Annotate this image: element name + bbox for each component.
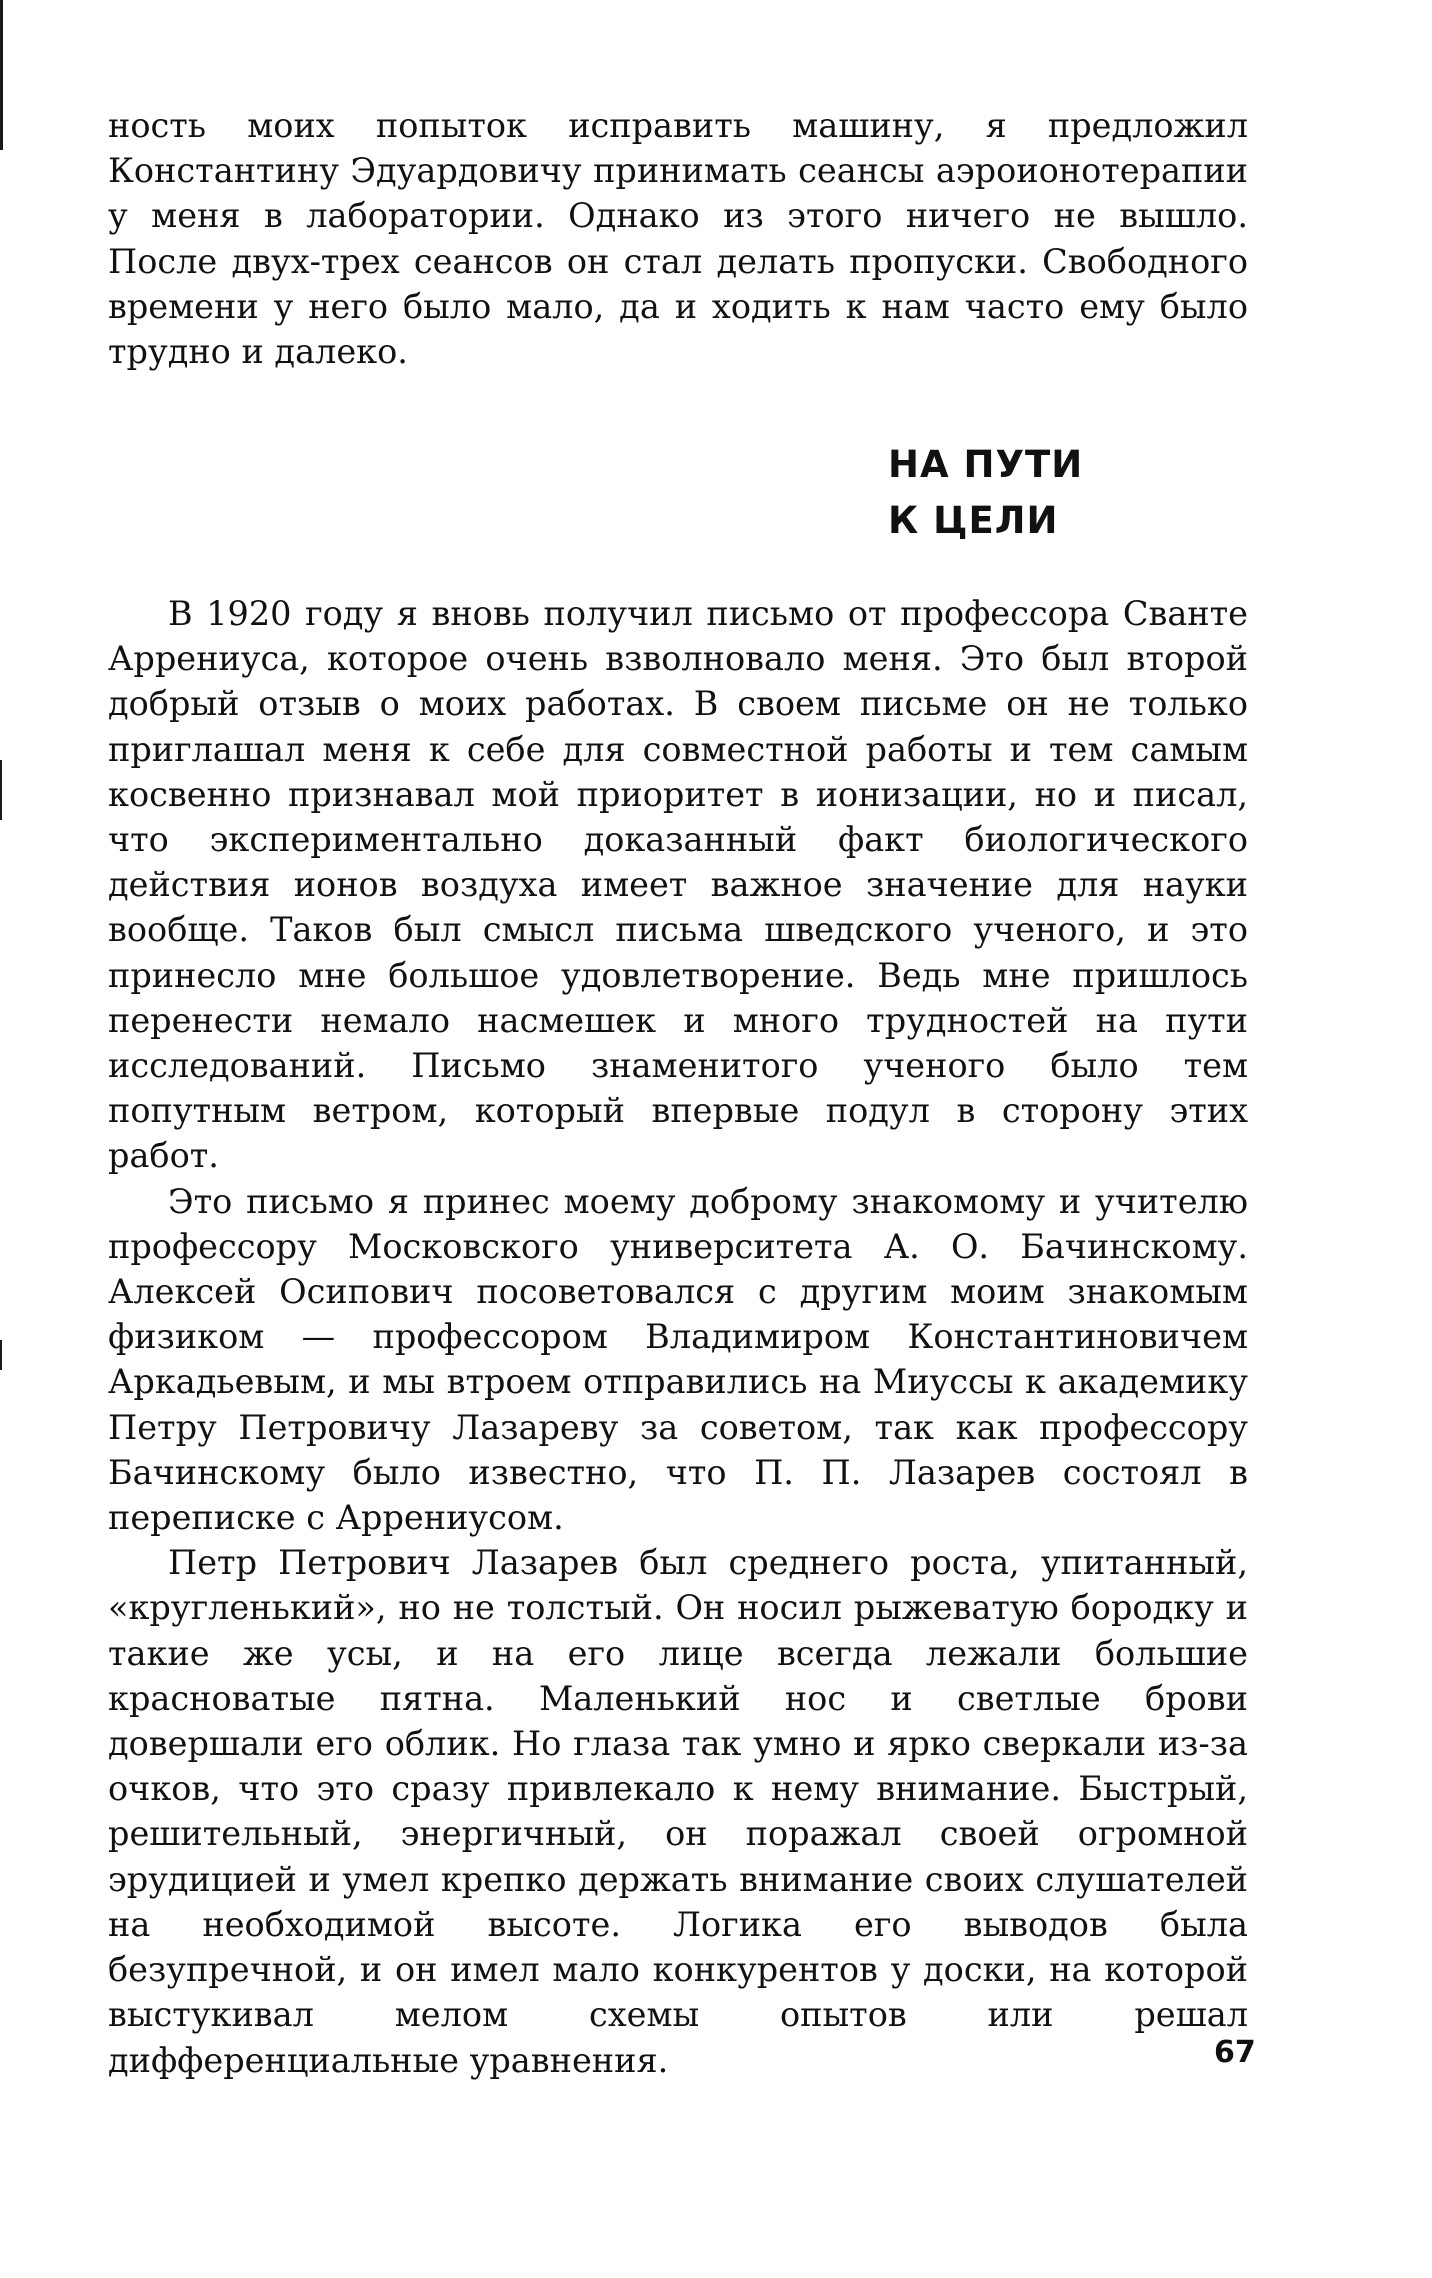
page-number: 67 <box>1214 2035 1256 2070</box>
paragraph: Петр Петрович Лазарев был среднего роста, упитанный, «кругленький», но не толстый. Он носил рыжеватую бородку и такие же усы, и на его лице всегда лежали большие красноватые пятна. Маленький нос и светлые брови довершали его облик. Но глаза так умно и ярко сверкали из-за очков, что это сразу привлекало к нему внимание. Быстрый, решительный, энергичный, он поражал своей огромной эрудицией и умел крепко держать внимание своих слушателей на необходимой высоте. Логика его выводов была безупречной, и он имел мало конкурентов у доски, на которой выстукивал мелом схемы опытов или решал дифференциальные уравнения. <box>108 1543 1248 2080</box>
paragraph: Это письмо я принес моему доброму знакомому и учителю профессору Московского университета А. О. Бачинскому. Алексей Осипович посоветовался с другим моим знакомым физиком — профессором Владимиром Константиновичем Аркадьевым, и мы втроем отправились на Миуссы к академику Петру Петровичу Лазареву за советом, так как профессору Бачинскому было известно, что П. П. Лазарев состоял в переписке с Аррениусом. <box>108 1181 1248 1538</box>
scan-edge-mark <box>0 0 3 150</box>
paragraph: В 1920 году я вновь получил письмо от профессора Сванте Аррениуса, которое очень взволновало меня. Это был второй добрый отзыв о моих работах. В своем письме он не только приглашал меня к себе для совместной работы и тем самым косвенно признавал мой приоритет в ионизации, но и писал, что экспериментально доказанный факт биологического действия ионов воздуха имеет важное значение для науки вообще. Таков был смысл письма шведского ученого, и это принесло мне большое удовлетворение. Ведь мне пришлось перенести немало насмешек и много трудностей на пути исследований. Письмо знаменитого ученого было тем попутным ветром, который впервые подул в сторону этих работ. <box>108 594 1248 1176</box>
section-title-line-2: К ЦЕЛИ <box>888 499 1059 542</box>
section-title-line-1: НА ПУТИ <box>888 443 1084 486</box>
intro-block <box>108 103 1248 374</box>
scan-edge-mark <box>0 760 2 820</box>
section-heading <box>888 437 1188 549</box>
intro-paragraph: ность моих попыток исправить машину, я предложил Константину Эдуардовичу принимать сеансы аэроионотерапии у меня в лаборатории. Однако из этого ничего не вышло. После двух-трех сеансов он стал делать пропуски. Свободного времени у него было мало, да и ходить к нам часто ему было трудно и далеко. <box>108 106 1248 372</box>
body-text <box>108 591 1248 2083</box>
scan-edge-mark <box>0 1340 2 1370</box>
